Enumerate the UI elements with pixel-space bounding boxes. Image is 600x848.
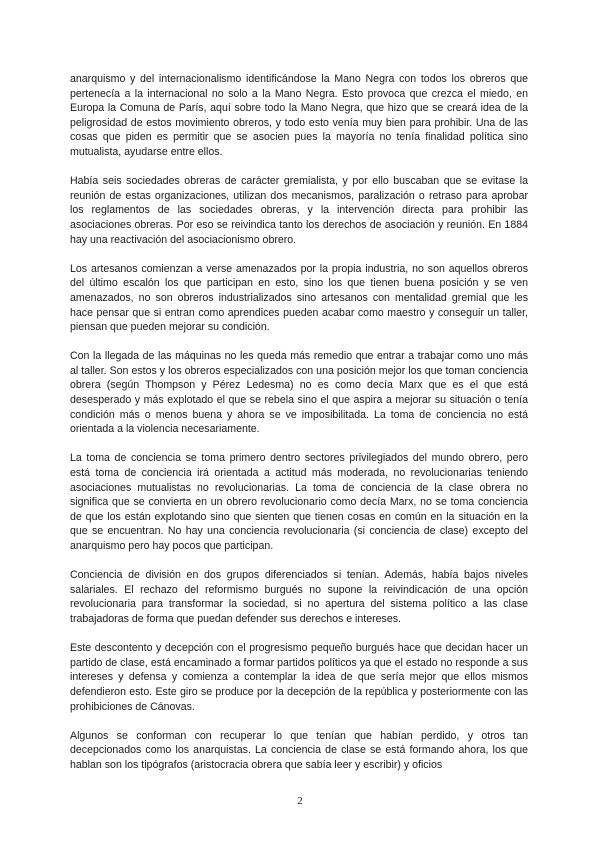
paragraph: Este descontento y decepción con el progresismo pequeño burgués hace que decidan hacer un partido de clase, está encaminado a formar partidos políticos ya que el estado no responde a sus intereses y defensa y comienza a contemplar la idea de que sería mejor que ellos mismos defendieron esto. Este giro se produce por la decepción de la república y posteriormente con las prohibiciones de Cánovas. (70, 642, 528, 713)
paragraph: Los artesanos comienzan a verse amenazados por la propia industria, no son aquellos obreros del último escalón los que participan en esto, sino los que tienen buena posición y se ven amenazados, no son obreros industrializados sino artesanos con mentalidad gremial que les hace pensar que si entran como aprendices pueden acabar como maestro y conseguir un taller, piensan que pueden mejorar su condición. (70, 262, 528, 334)
paragraph: Conciencia de división en dos grupos diferenciados si tenían. Además, había bajos niveles salariales. El rechazo del reformismo burgués no supone la reivindicación de una opción revolucionaria para transformar la sociedad, si no apertura del sistema político a las clase trabajadoras de forma que puedan defender sus derechos e intereses. (70, 569, 528, 625)
document-body (70, 72, 528, 787)
paragraph: La toma de conciencia se toma primero dentro sectores privilegiados del mundo obrero, pero está toma de conciencia irá orientada a actitud más moderada, no revolucionarias teniendo asociaciones mutualistas no revolucionarias. La toma de conciencia de la clase obrera no significa que se convierta en un obrero revolucionario como decía Marx, no se toma conciencia de que los están explotando sino que sienten que tienen cosas en común en la situación en la que se encuentran. No hay una conciencia revolucionaria (si conciencia de clase) excepto del anarquismo pero hay pocos que participan. (70, 452, 528, 552)
paragraph: Con la llegada de las máquinas no les queda más remedio que entrar a trabajar como uno más al taller. Son estos y los obreros especializados con una posición mejor los que toman conciencia obrera (según Thompson y Pérez Ledesma) no es como decía Marx que es el que está desesperado y más explotado el que se rebela sino el que aspira a mejorar su situación o tenía condición más o menos buena y ahora se ve imposibilitada. La toma de conciencia no está orientada a la violencia necesariamente. (70, 350, 528, 436)
page-number: 2 (297, 795, 303, 807)
paragraph: anarquismo y del internacionalismo identificándose la Mano Negra con todos los obreros que pertenecía a la internacional no solo a la Mano Negra. Esto provoca que crezca el miedo, en Europa la Comuna de París, aquí sobre todo la Mano Negra, que hizo que se creará idea de la peligrosidad de estos movimiento obreros, y todo esto venía muy bien para prohibir. Una de las cosas que piden es permitir que se asocien pues la mayoría no tenía finalidad política sino mutualista, ayudarse entre ellos. (70, 73, 528, 158)
paragraph: Algunos se conforman con recuperar lo que tenían que habían perdido, y otros tan decepcionados como los anarquistas. La conciencia de clase se está formando ahora, los que hablan son los tipógrafos (aristocracia obrera que sabía leer y escribir) y oficios (70, 729, 528, 771)
paragraph: Había seis sociedades obreras de carácter gremialista, y por ello buscaban que se evitase la reunión de estas organizaciones, utilizan dos mecanismos, paralización o retraso para aprobar los reglamentos de las sociedades obreras, y la intervención directa para prohibir las asociaciones obreras. Por eso se reivindica tanto los derechos de asociación y reunión. En 1884 hay una reactivación del asociacionismo obrero. (70, 175, 528, 246)
